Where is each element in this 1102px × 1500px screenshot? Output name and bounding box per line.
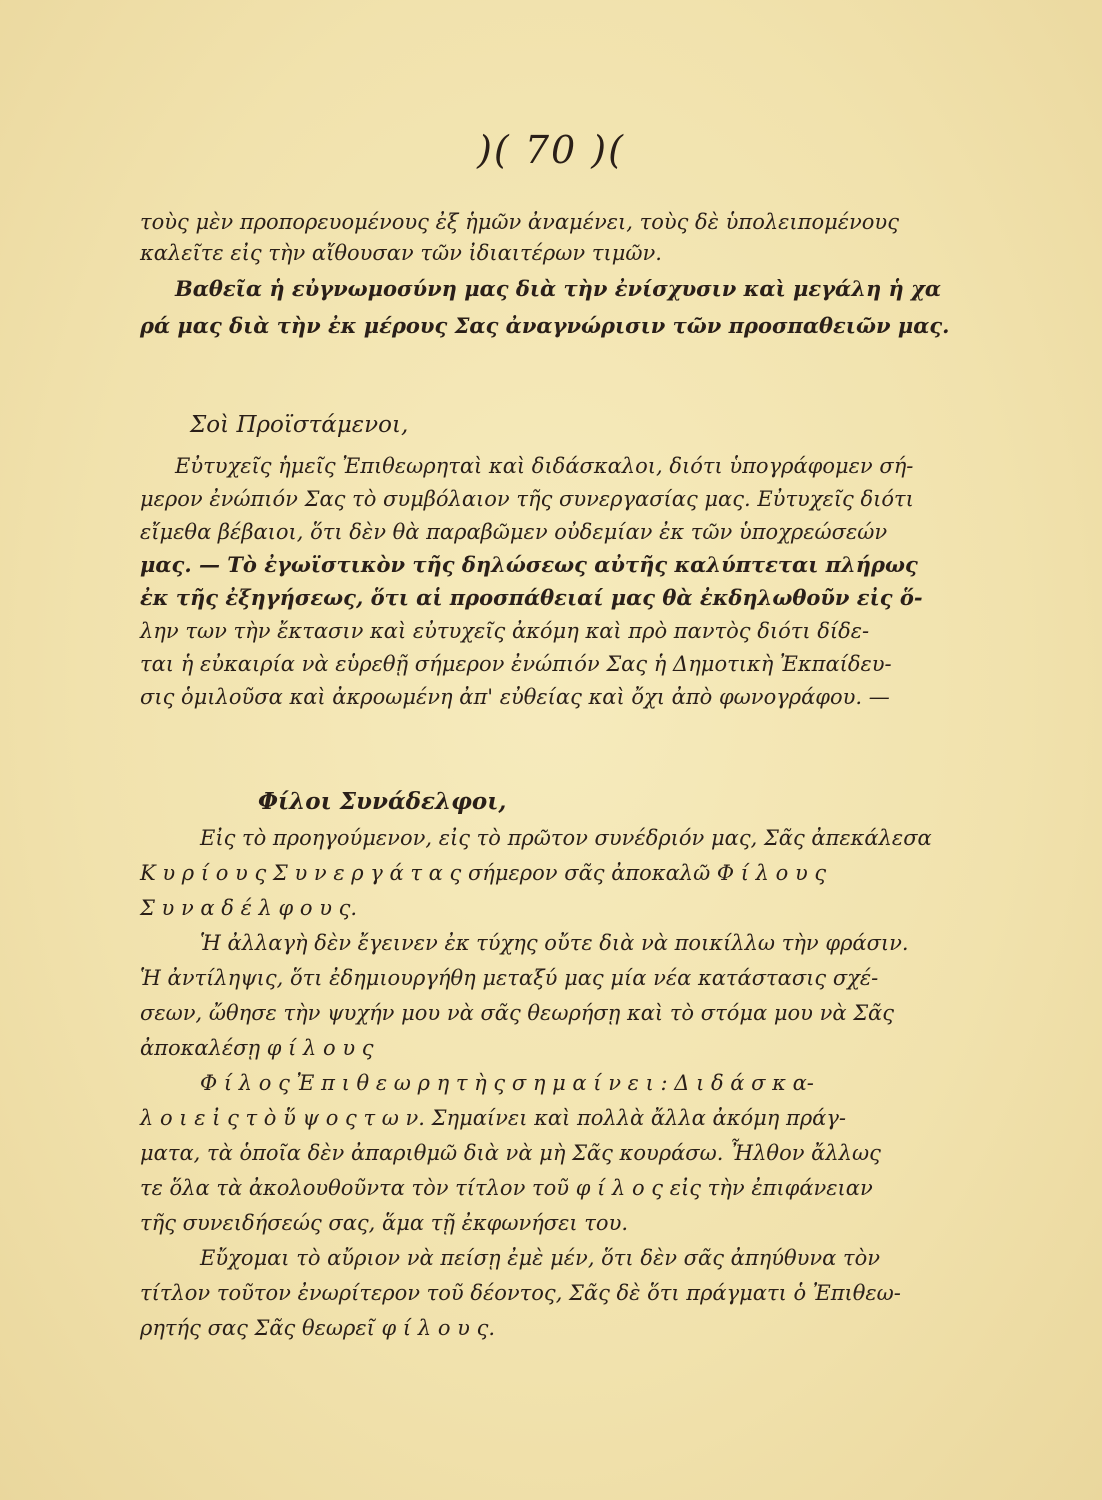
text-line: καλεῖτε εἰς τὴν αἴθουσαν τῶν ἰδιαιτέρων τιμῶν.: [140, 241, 662, 265]
text-line: τε ὅλα τὰ ἀκολουθοῦντα τὸν τίτλον τοῦ φ ί λ ο ς εἰς τὴν ἐπιφάνειαν: [140, 1176, 873, 1200]
text-line: ρητής σας Σᾶς θεωρεῖ φ ί λ ο υ ς.: [140, 1316, 496, 1340]
text-line: μερον ἐνώπιόν Σας τὸ συμβόλαιον τῆς συνεργασίας μας. Εὐτυχεῖς διότι: [140, 487, 914, 511]
text-line: Ἡ ἀντίληψις, ὅτι ἐδημιουργήθη μεταξύ μας μία νέα κατάστασις σχέ-: [140, 966, 879, 990]
text-line: μας. — Τὸ ἐγωϊστικὸν τῆς δηλώσεως αὐτῆς καλύπτεται πλήρως: [140, 552, 918, 577]
text-line: ματα, τὰ ὁποῖα δὲν ἀπαριθμῶ διὰ νὰ μὴ Σᾶς κουράσω. Ἦλθον ἄλλως: [140, 1141, 881, 1165]
text-line: Εὐτυχεῖς ἡμεῖς Ἐπιθεωρηταὶ καὶ διδάσκαλοι, διότι ὑπογράφομεν σή-: [175, 454, 914, 478]
text-line: σις ὁμιλοῦσα καὶ ἀκροωμένη ἀπ' εὐθείας καὶ ὄχι ἀπὸ φωνογράφου. —: [140, 685, 890, 709]
salutation-heading: Σοὶ Προϊστάμενοι,: [190, 412, 409, 438]
text-line: τοὺς μὲν προπορευομένους ἐξ ἡμῶν ἀναμένει, τοὺς δὲ ὑπολειπομένους: [140, 210, 899, 234]
salutation-heading: Φίλοι Συνάδελφοι,: [258, 788, 507, 815]
text-line: Βαθεῖα ἡ εὐγνωμοσύνη μας διὰ τὴν ἐνίσχυσιν καὶ μεγάλη ἡ χα: [175, 276, 942, 301]
text-line: Φ ί λ ο ς Ἐ π ι θ ε ω ρ η τ ὴ ς σ η μ α ί ν ε ι : Δ ι δ ά σ κ α-: [200, 1071, 814, 1095]
page-number: )( 70 )(: [477, 128, 625, 172]
text-line: Εἰς τὸ προηγούμενον, εἰς τὸ πρῶτον συνέδριόν μας, Σᾶς ἀπεκάλεσα: [200, 826, 932, 850]
text-line: λην των τὴν ἔκτασιν καὶ εὐτυχεῖς ἀκόμη καὶ πρὸ παντὸς διότι δίδε-: [140, 619, 870, 643]
text-line: ρά μας διὰ τὴν ἐκ μέρους Σας ἀναγνώρισιν τῶν προσπαθειῶν μας.: [140, 313, 950, 338]
text-line: τίτλον τοῦτον ἐνωρίτερον τοῦ δέοντος, Σᾶς δὲ ὅτι πράγματι ὁ Ἐπιθεω-: [140, 1281, 901, 1305]
text-line: λ ο ι ε ἰ ς τ ὸ ὕ ψ ο ς τ ω ν. Σημαίνει καὶ πολλὰ ἄλλα ἀκόμη πράγ-: [140, 1106, 847, 1130]
text-line: σεων, ὤθησε τὴν ψυχήν μου νὰ σᾶς θεωρήσῃ καὶ τὸ στόμα μου νὰ Σᾶς: [140, 1001, 895, 1025]
text-line: Ἡ ἀλλαγὴ δὲν ἔγεινεν ἐκ τύχης οὔτε διὰ νὰ ποικίλλω τὴν φράσιν.: [200, 931, 909, 955]
text-line: ται ἡ εὐκαιρία νὰ εὑρεθῇ σήμερον ἐνώπιόν Σας ἡ Δημοτικὴ Ἐκπαίδευ-: [140, 652, 892, 676]
text-line: εἴμεθα βέβαιοι, ὅτι δὲν θὰ παραβῶμεν οὐδεμίαν ἐκ τῶν ὑποχρεώσεών: [140, 520, 888, 544]
text-line: ἀποκαλέσῃ φ ί λ ο υ ς: [140, 1036, 374, 1060]
text-line: Κ υ ρ ί ο υ ς Σ υ ν ε ρ γ ά τ α ς σήμερον σᾶς ἀποκαλῶ Φ ί λ ο υ ς: [140, 861, 827, 885]
text-line: Σ υ ν α δ έ λ φ ο υ ς.: [140, 896, 358, 920]
text-line: τῆς συνειδήσεώς σας, ἅμα τῇ ἐκφωνήσει του.: [140, 1211, 629, 1235]
text-line: Εὔχομαι τὸ αὔριον νὰ πείσῃ ἐμὲ μέν, ὅτι δὲν σᾶς ἀπηύθυνα τὸν: [200, 1246, 881, 1270]
text-line: ἐκ τῆς ἐξηγήσεως, ὅτι αἱ προσπάθειαί μας θὰ ἐκδηλωθοῦν εἰς ὅ-: [140, 585, 923, 610]
